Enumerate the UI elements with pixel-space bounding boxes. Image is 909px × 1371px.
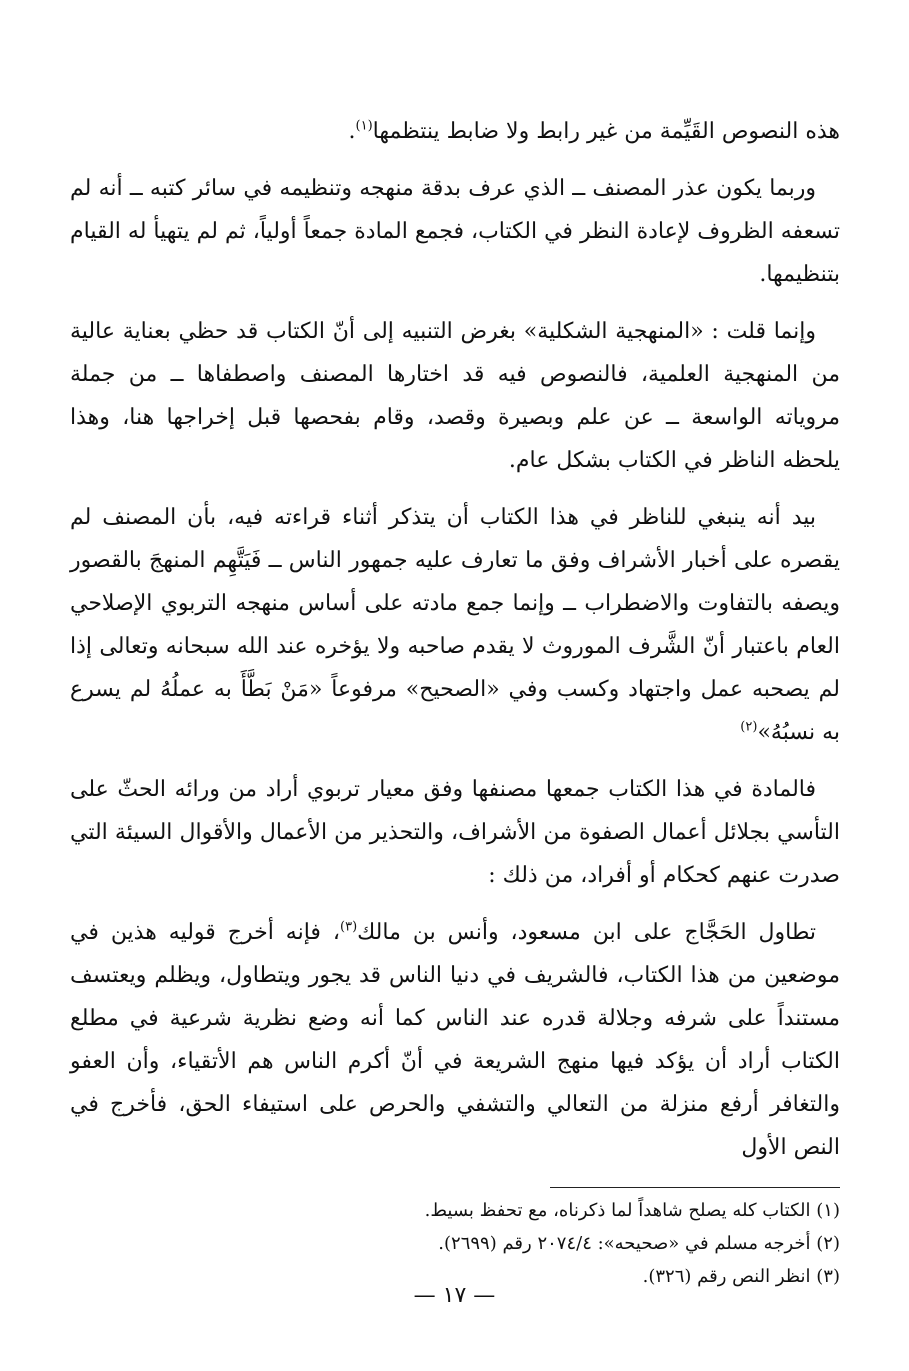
- footnote-number: (٢): [816, 1233, 840, 1254]
- paragraph-1: [70, 110, 840, 153]
- paragraph-text: وإنما قلت : «المنهجية الشكلية» بغرض التنبيه إلى أنّ الكتاب قد حظي بعناية عالية من المنهجية العلمية، فالنصوص فيه قد اختارها المصنف واصطفاها ــ من جملة مروياته الواسعة ــ عن علم وبصيرة وقصد، وقام بفحصها قبل إخراجها هنا، وهذا يلحظه الناظر في الكتاب بشكل عام.: [70, 319, 840, 473]
- footnote-ref: (١): [355, 118, 373, 134]
- footnotes: [70, 1194, 840, 1293]
- paragraph-3: [70, 310, 840, 482]
- paragraph-text: بيد أنه ينبغي للناظر في هذا الكتاب أن يتذكر أثناء قراءته فيه، بأن المصنف لم يقصره على أخبار الأشراف وفق ما تعارف عليه جمهور الناس ــ فَيَتَّهِم المنهجَ بالقصور ويصفه بالتفاوت والاضطراب ــ وإنما جمع مادته على أساس منهجه التربوي الإصلاحي العام باعتبار أنّ الشَّرف الموروث لا يقدم صاحبه ولا يؤخره عند الله سبحانه وتعالى إذا لم يصحبه عمل واجتهاد وكسب وفي «الصحيح» مرفوعاً «مَنْ بَطَّأَ به عملُهُ لم يسرع به نسبُهُ»: [70, 505, 840, 745]
- footnote-number: (٣): [816, 1266, 840, 1287]
- footnote-ref: (٣): [340, 919, 358, 935]
- footnote-ref: (٢): [740, 719, 758, 735]
- page-content: [70, 110, 840, 1293]
- paragraph-text: تطاول الحَجَّاج على ابن مسعود، وأنس بن مالك: [357, 920, 816, 945]
- paragraph-tail: .: [348, 119, 356, 144]
- paragraph-2: [70, 167, 840, 296]
- footnote-divider: [550, 1187, 840, 1188]
- footnote-number: (١): [816, 1200, 840, 1221]
- footnote-text: أخرجه مسلم في «صحيحه»: ٢٠٧٤/٤ رقم (٢٦٩٩).: [438, 1233, 811, 1254]
- footnote-text: انظر النص رقم (٣٢٦).: [642, 1266, 811, 1287]
- footnote-text: الكتاب كله يصلح شاهداً لما ذكرناه، مع تحفظ بسيط.: [424, 1200, 811, 1221]
- footnote-1: [70, 1194, 840, 1227]
- paragraph-5: [70, 768, 840, 897]
- paragraph-text: وربما يكون عذر المصنف ــ الذي عرف بدقة منهجه وتنظيمه في سائر كتبه ــ أنه لم تسعفه الظروف لإعادة النظر في الكتاب، فجمع المادة جمعاً أولياً، ثم لم يتهيأ له القيام بتنظيمها.: [70, 176, 840, 287]
- page-number: — ١٧ —: [413, 1283, 496, 1308]
- footnote-2: [70, 1227, 840, 1260]
- paragraph-6: [70, 911, 840, 1169]
- paragraph-text: فالمادة في هذا الكتاب جمعها مصنفها وفق معيار تربوي أراد من ورائه الحثّ على التأسي بجلائل أعمال الصفوة من الأشراف، والتحذير من الأعمال والأقوال السيئة التي صدرت عنهم كحكام أو أفراد، من ذلك :: [70, 777, 840, 888]
- paragraph-text: هذه النصوص القَيِّمة من غير رابط ولا ضابط ينتظمها: [372, 119, 840, 144]
- paragraph-4: [70, 496, 840, 754]
- paragraph-tail: ، فإنه أخرج قوليه هذين في موضعين من هذا الكتاب، فالشريف في دنيا الناس قد يجور ويتطاول، ويظلم ويعتسف مستنداً على شرفه وجلالة قدره عند الناس كما أنه وضع نظرية شرعية في مطلع الكتاب أراد أن يؤكد فيها منهج الشريعة في أنّ أكرم الناس هم الأتقياء، وأن العفو والتغافر أرفع منزلة من التعالي والتشفي والحرص على استيفاء الحق، فأخرج في النص الأول: [70, 920, 840, 1160]
